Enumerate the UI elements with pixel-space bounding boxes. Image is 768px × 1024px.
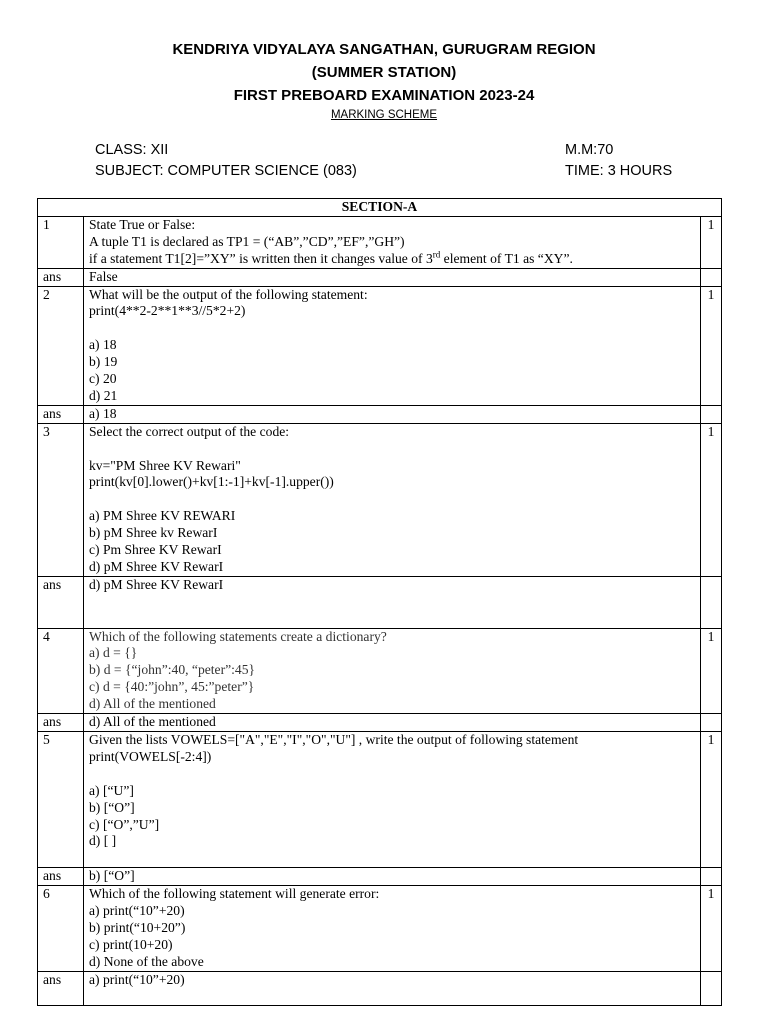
blank-line xyxy=(89,989,700,1006)
option-b: b) print(“10+20”) xyxy=(89,919,186,935)
option-b: b) pM Shree kv RewarI xyxy=(89,525,218,541)
answer-text: a) 18 xyxy=(84,405,701,423)
question-line: Which of the following statements create a dictionary? xyxy=(89,628,387,644)
answer-row xyxy=(38,268,722,286)
option-a: a) PM Shree KV REWARI xyxy=(89,508,236,524)
question-line: Select the correct output of the code: xyxy=(89,423,290,439)
option-c: c) d = {40:”john”, 45:”peter”} xyxy=(89,679,255,695)
marking-scheme-table xyxy=(37,198,722,1006)
question-marks: 1 xyxy=(701,216,722,268)
question-line-part: element of T1 as “XY”. xyxy=(440,250,573,266)
question-text xyxy=(84,628,701,714)
question-line: print(kv[0].lower()+kv[1:-1]+kv[-1].upper()) xyxy=(89,474,334,490)
answer-text: False xyxy=(84,268,701,286)
meta-row-subject xyxy=(95,163,685,179)
section-title: SECTION-A xyxy=(38,199,722,217)
answer-text: b) [“O”] xyxy=(84,868,701,886)
answer-label: ans xyxy=(38,268,84,286)
question-row xyxy=(38,628,722,714)
blank-line xyxy=(89,594,700,611)
answer-text xyxy=(84,576,701,628)
answer-line: a) print(“10”+20) xyxy=(89,971,185,987)
option-c: c) Pm Shree KV RewarI xyxy=(89,542,222,558)
blank-line xyxy=(89,491,700,508)
option-a: a) 18 xyxy=(89,337,117,353)
question-row xyxy=(38,286,722,405)
blank-line xyxy=(89,441,700,458)
answer-marks-cell xyxy=(701,868,722,886)
answer-text xyxy=(84,971,701,1006)
option-b: b) [“O”] xyxy=(89,799,135,815)
max-marks-label: M.M:70 xyxy=(565,142,614,158)
answer-label: ans xyxy=(38,971,84,1006)
question-marks: 1 xyxy=(701,886,722,972)
option-a: a) print(“10”+20) xyxy=(89,903,185,919)
organization-title: KENDRIYA VIDYALAYA SANGATHAN, GURUGRAM REGION xyxy=(172,41,596,58)
class-label: CLASS: XII xyxy=(95,142,169,158)
question-text xyxy=(84,732,701,868)
section-header-row xyxy=(38,199,722,217)
question-row xyxy=(38,732,722,868)
answer-row xyxy=(38,971,722,1006)
question-marks: 1 xyxy=(701,628,722,714)
answer-row xyxy=(38,405,722,423)
question-line: What will be the output of the following statement: xyxy=(89,286,368,302)
question-row xyxy=(38,886,722,972)
question-number: 2 xyxy=(38,286,84,405)
question-text xyxy=(84,423,701,576)
question-line xyxy=(89,251,700,268)
superscript: rd xyxy=(432,249,441,260)
option-d: d) None of the above xyxy=(89,953,204,969)
question-line-part: if a statement T1[2]=”XY” is written then it changes value of 3 xyxy=(89,250,433,266)
subject-label: SUBJECT: COMPUTER SCIENCE (083) xyxy=(95,163,357,179)
answer-row xyxy=(38,576,722,628)
blank-line xyxy=(89,320,700,337)
option-b: b) d = {“john”:40, “peter”:45} xyxy=(89,662,256,678)
question-line: kv="PM Shree KV Rewari" xyxy=(89,457,241,473)
option-c: c) [“O”,”U”] xyxy=(89,816,160,832)
answer-marks-cell xyxy=(701,576,722,628)
option-d: d) 21 xyxy=(89,387,118,403)
option-c: c) 20 xyxy=(89,371,117,387)
answer-text: d) All of the mentioned xyxy=(84,714,701,732)
answer-marks-cell xyxy=(701,405,722,423)
question-number: 4 xyxy=(38,628,84,714)
blank-line xyxy=(89,766,700,783)
answer-marks-cell xyxy=(701,971,722,1006)
question-row xyxy=(38,216,722,268)
option-d: d) pM Shree KV RewarI xyxy=(89,558,224,574)
question-text xyxy=(84,216,701,268)
option-b: b) 19 xyxy=(89,354,118,370)
document-header xyxy=(0,38,768,122)
question-marks: 1 xyxy=(701,286,722,405)
option-d: d) [ ] xyxy=(89,833,117,849)
option-a: a) d = {} xyxy=(89,645,138,661)
blank-line xyxy=(89,850,700,867)
question-line: print(4**2-2**1**3//5*2+2) xyxy=(89,303,246,319)
blank-line xyxy=(89,611,700,628)
answer-label: ans xyxy=(38,576,84,628)
marking-scheme-label: MARKING SCHEME xyxy=(330,109,438,121)
answer-label: ans xyxy=(38,714,84,732)
question-row xyxy=(38,423,722,576)
answer-label: ans xyxy=(38,868,84,886)
answer-marks-cell xyxy=(701,268,722,286)
question-text xyxy=(84,886,701,972)
time-label: TIME: 3 HOURS xyxy=(565,163,673,179)
question-line: Which of the following statement will generate error: xyxy=(89,886,380,902)
option-c: c) print(10+20) xyxy=(89,936,173,952)
option-a: a) [“U”] xyxy=(89,782,134,798)
question-marks: 1 xyxy=(701,732,722,868)
question-line: print(VOWELS[-2:4]) xyxy=(89,748,212,764)
answer-row xyxy=(38,714,722,732)
answer-label: ans xyxy=(38,405,84,423)
question-line: Given the lists VOWELS=["A","E","I","O","U"] , write the output of following statement xyxy=(89,732,579,748)
option-d: d) All of the mentioned xyxy=(89,696,216,712)
question-marks: 1 xyxy=(701,423,722,576)
meta-row-class xyxy=(95,142,685,158)
question-number: 3 xyxy=(38,423,84,576)
answer-marks-cell xyxy=(701,714,722,732)
question-number: 1 xyxy=(38,216,84,268)
question-text xyxy=(84,286,701,405)
answer-row xyxy=(38,868,722,886)
question-number: 5 xyxy=(38,732,84,868)
question-line: State True or False: xyxy=(89,216,196,232)
answer-line: d) pM Shree KV RewarI xyxy=(89,576,224,592)
question-line: A tuple T1 is declared as TP1 = (“AB”,”CD”,”EF”,”GH”) xyxy=(89,233,405,249)
exam-title: FIRST PREBOARD EXAMINATION 2023-24 xyxy=(233,87,535,104)
question-number: 6 xyxy=(38,886,84,972)
station-title: (SUMMER STATION) xyxy=(311,64,457,81)
